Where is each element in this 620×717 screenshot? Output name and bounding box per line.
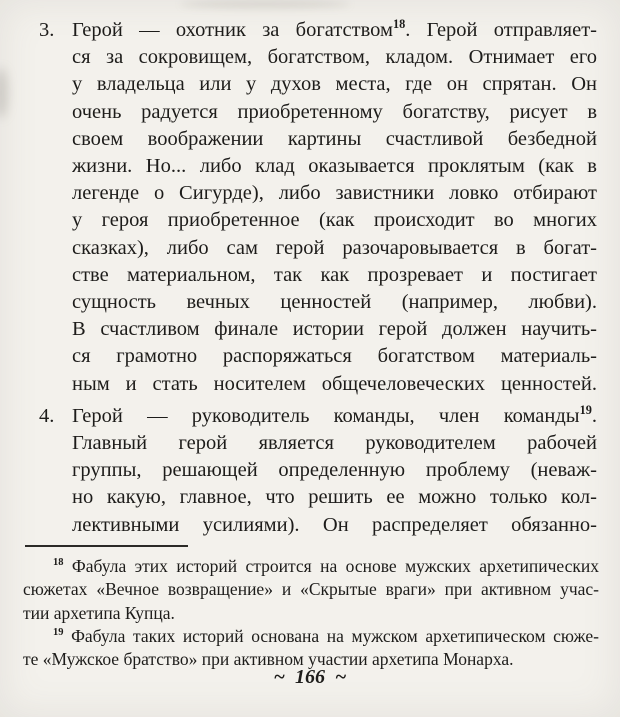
text-line: ным и стать носителем общечеловеческих ценностей. xyxy=(72,372,597,395)
footnote-separator xyxy=(25,545,188,547)
text-line: стве материальном, так как прозревает и постигает xyxy=(72,263,597,286)
footnote-18 xyxy=(23,555,599,625)
page-number: ~ 166 ~ xyxy=(273,666,347,688)
text-line: Герой — руководитель команды, член команды$^{19}$. xyxy=(72,403,597,427)
list-item-4 xyxy=(39,403,597,539)
text-line: но какую, главное, что решить ее можно только кол- xyxy=(72,486,597,509)
scan-artifact xyxy=(180,0,350,8)
text-line: группы, решающей определенную проблему (неваж- xyxy=(72,459,597,482)
text-line: лективными усилиями). Он распределяет обязанно- xyxy=(72,513,597,536)
footnotes xyxy=(23,555,599,671)
text-line: сюжетах «Вечное возвращение» и «Скрытые враги» при активном учас- xyxy=(23,579,599,600)
text-line: у владельца или у духов места, где он спрятан. Он xyxy=(72,73,597,96)
scan-artifact xyxy=(0,68,8,118)
list-item-3-marker: 3. xyxy=(39,19,55,41)
text-line: сущность вечных ценностей (например, любви). xyxy=(72,291,597,314)
text-line: Герой — охотник за богатством$^{18}$. Герой отправляет- xyxy=(72,17,597,41)
text-line: ся грамотно распоряжаться богатством материаль- xyxy=(72,345,597,368)
text-line: те «Мужское братство» при активном участии архетипа Монарха. xyxy=(23,649,514,670)
footnote-19 xyxy=(23,625,599,672)
list-item-4-text xyxy=(72,403,597,539)
text-line: сказках), либо сам герой разочаровывается в богат- xyxy=(72,236,597,259)
main-text xyxy=(39,17,597,539)
list-item-4-marker: 4. xyxy=(39,404,55,427)
text-line: ся за сокровищем, богатством, кладом. Отнимает его xyxy=(72,46,597,69)
text-line: очень радуется приобретенному богатству, рисует в xyxy=(72,100,597,123)
text-line: жизни. Но... либо клад оказывается проклятым (как в xyxy=(72,155,597,178)
list-item-3-text xyxy=(72,17,597,398)
text-line: Главный герой является руководителем рабочей xyxy=(72,432,597,455)
text-line: тии архетипа Купца. xyxy=(23,602,175,623)
text-line: у героя приобретенное (как происходит во многих xyxy=(72,209,597,232)
text-line: своем воображении картины счастливой безбедной xyxy=(72,127,597,150)
text-line: В счастливом финале истории герой должен научить- xyxy=(72,318,597,341)
text-line: легенде о Сигурде), либо завистники ловко отбирают xyxy=(72,182,597,205)
text-line: $^{19}$ Фабула таких историй основана на мужском архетипическом сюже- xyxy=(53,625,599,646)
list-item-3 xyxy=(39,17,597,398)
text-line: $^{18}$ Фабула этих историй строится на основе мужских архетипических xyxy=(53,556,599,576)
